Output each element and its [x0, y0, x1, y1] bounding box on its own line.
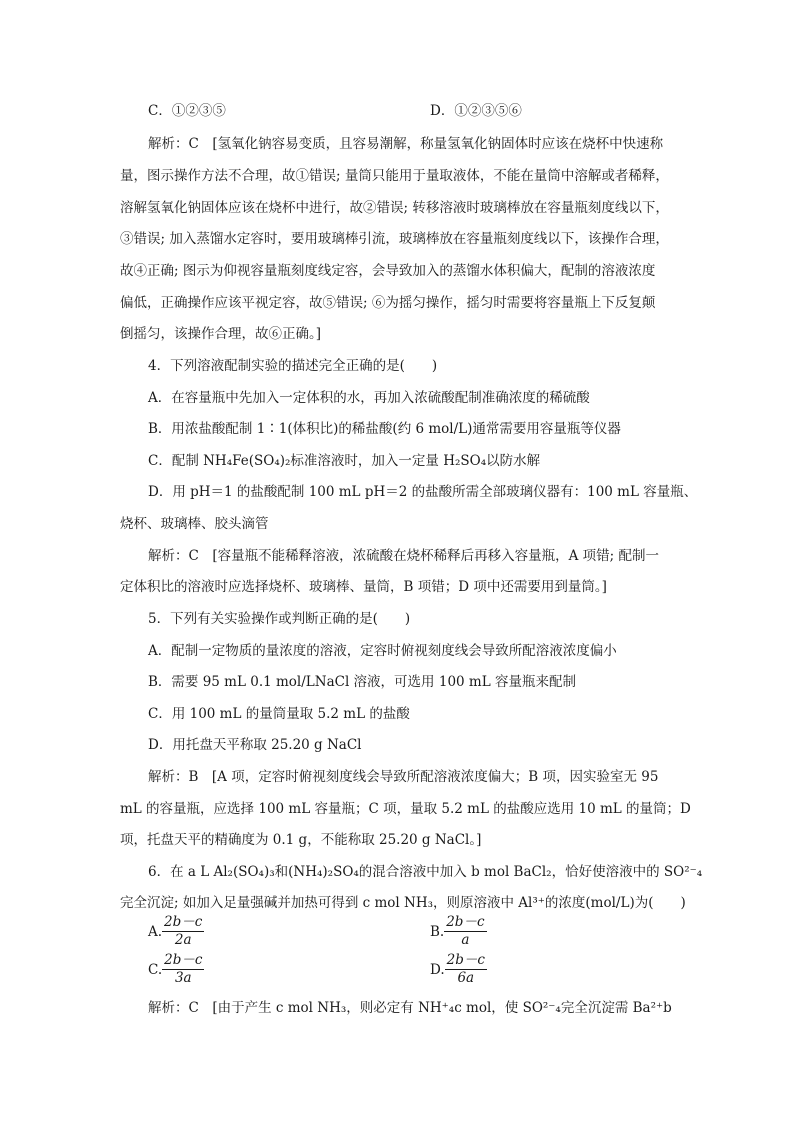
q5-option-c: C．用 100 mL 的量筒量取 5.2 mL 的盐酸: [148, 706, 410, 722]
q3-explanation-line: 溶解氢氧化钠固体应该在烧杯中进行，故②错误; 转移溶液时玻璃棒放在容量瓶刻度线以下，: [120, 200, 669, 216]
q4-explanation-cont: 定体积比的溶液时应选择烧杯、玻璃棒、量筒，B 项错；D 项中还需要用到量筒。]: [120, 579, 607, 595]
numerator: 2b－c: [164, 952, 203, 968]
q5-explanation-cont: mL 的容量瓶，应选择 100 mL 容量瓶；C 项，量取 5.2 mL 的盐酸应选用 10 mL 的量筒；D: [120, 801, 691, 817]
denominator: 2a: [174, 932, 192, 948]
fraction: [162, 914, 204, 949]
fraction: [162, 952, 204, 987]
fraction: [445, 952, 487, 987]
denominator: a: [461, 932, 470, 948]
q6-stem: 6．在 a L Al₂(SO₄)₃和(NH₄)₂SO₄的混合溶液中加入 b mol BaCl₂，恰好使溶液中的 SO²⁻₄: [148, 864, 703, 880]
q4-option-d: D．用 pH＝1 的盐酸配制 100 mL pH＝2 的盐酸所需全部玻璃仪器有：100 mL 容量瓶、: [148, 484, 698, 500]
q6-stem-cont: 完全沉淀; 如加入足量强碱并加热可得到 c mol NH₃，则原溶液中 Al³⁺的浓度(mol/L)为( ): [120, 895, 686, 911]
q3-option-d: D．①②③⑤⑥: [430, 103, 522, 119]
q5-explanation: 解析：B [A 项，定容时俯视刻度线会导致所配溶液浓度偏大；B 项，因实验室无 95: [148, 769, 659, 785]
q4-option-d-cont: 烧杯、玻璃棒、胶头滴管: [120, 516, 269, 532]
numerator: 2b－c: [446, 914, 485, 930]
denominator: 3a: [174, 970, 192, 986]
numerator: 2b－c: [164, 914, 203, 930]
q5-option-b: B．需要 95 mL 0.1 mol/LNaCl 溶液，可选用 100 mL 容量瓶来配制: [148, 674, 576, 690]
q4-option-a: A．在容量瓶中先加入一定体积的水，再加入浓硫酸配制准确浓度的稀硫酸: [148, 390, 590, 406]
q6-option-c: [148, 952, 204, 987]
q3-explanation-line: 解析：C [氢氧化钠容易变质，且容易潮解，称量氢氧化钠固体时应该在烧杯中快速称: [148, 136, 664, 152]
q4-option-b: B．用浓盐酸配制 1∶1(体积比)的稀盐酸(约 6 mol/L)通常需要用容量瓶等仪器: [148, 421, 621, 437]
numerator: 2b－c: [446, 952, 485, 968]
q4-option-c: C．配制 NH₄Fe(SO₄)₂标准溶液时，加入一定量 H₂SO₄以防水解: [148, 453, 541, 469]
q5-explanation-cont: 项，托盘天平的精确度为 0.1 g，不能称取 25.20 g NaCl。]: [120, 832, 482, 848]
option-label: B.: [430, 923, 445, 940]
denominator: 6a: [457, 970, 475, 986]
option-label: D.: [430, 961, 445, 978]
q3-explanation-line: ③错误; 加入蒸馏水定容时，要用玻璃棒引流，玻璃棒放在容量瓶刻度线以下，该操作合理，: [120, 231, 669, 247]
q3-explanation-line: 故④正确; 图示为仰视容量瓶刻度线定容，会导致加入的蒸馏水体积偏大，配制的溶液浓度: [120, 263, 656, 279]
q5-stem: 5．下列有关实验操作或判断正确的是( ): [148, 611, 411, 627]
q6-explanation: 解析：C [由于产生 c mol NH₃，则必定有 NH⁺₄c mol，使 SO²⁻₄完全沉淀需 Ba²⁺b: [148, 1000, 672, 1016]
q3-explanation-line: 偏低，正确操作应该平视定容，故⑤错误; ⑥为摇匀操作，摇匀时需要将容量瓶上下反复颠: [120, 295, 656, 311]
option-label: C.: [148, 961, 163, 978]
option-label: A.: [148, 923, 163, 940]
fraction: [444, 914, 486, 949]
q6-option-a: [148, 914, 204, 949]
q5-option-d: D．用托盘天平称取 25.20 g NaCl: [148, 737, 362, 753]
q3-explanation-line: 量，图示操作方法不合理，故①错误; 量筒只能用于量取液体，不能在量筒中溶解或者稀释，: [120, 168, 669, 184]
q5-option-a: A．配制一定物质的量浓度的溶液，定容时俯视刻度线会导致所配溶液浓度偏小: [148, 643, 617, 659]
q4-explanation: 解析：C [容量瓶不能稀释溶液，浓硫酸在烧杯稀释后再移入容量瓶，A 项错; 配制一: [148, 548, 659, 564]
q6-option-d: [430, 952, 487, 987]
q3-explanation-line: 倒摇匀，该操作合理，故⑥正确。]: [120, 326, 322, 342]
q4-stem: 4．下列溶液配制实验的描述完全正确的是( ): [148, 358, 438, 374]
q3-option-c: C．①②③⑤: [148, 103, 226, 119]
q6-option-b: [430, 914, 487, 949]
